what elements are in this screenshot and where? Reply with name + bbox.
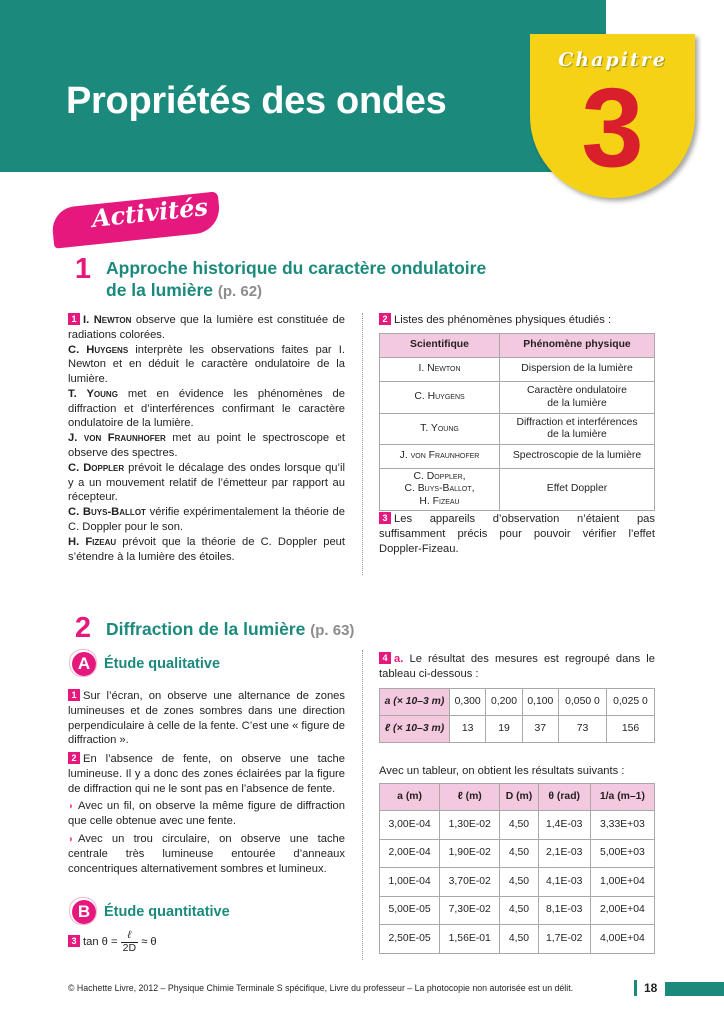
formula-fraction — [121, 930, 138, 954]
table-header: D (m) — [500, 784, 538, 811]
question-number: 2 — [379, 313, 391, 325]
table-cell: 4,50 — [500, 925, 538, 954]
table-cell: I. Newton — [380, 358, 500, 382]
paragraph-text: Sur l’écran, on observe une alternance de zones lumineuses et de zones sombres dans une direction perpendiculaire à celle de la fente. C’est une « figure de diffraction ». — [68, 690, 345, 747]
page-title: Propriétés des ondes — [66, 80, 447, 122]
row-header-text: ℓ (× 10–3 m) — [384, 722, 445, 734]
table-cell: 2,1E-03 — [538, 839, 590, 868]
section1-left-column — [68, 313, 345, 564]
chapter-number: 3 — [581, 65, 644, 190]
table-header-row — [380, 334, 655, 358]
fraction-denominator: 2D — [122, 941, 137, 954]
cell-line: C. Buys-Ballot, — [404, 483, 475, 495]
table-cell: 1,4E-03 — [538, 811, 590, 840]
part-a-badge: A — [72, 652, 96, 676]
table-cell: 2,50E-05 — [380, 925, 440, 954]
table-cell: 4,50 — [500, 811, 538, 840]
table-cell: 19 — [486, 716, 522, 743]
table-cell: 1,56E-01 — [440, 925, 500, 954]
table-cell: 2,00E-04 — [380, 839, 440, 868]
table-cell: 4,00E+04 — [590, 925, 654, 954]
table-row — [380, 689, 655, 716]
table-cell: 4,50 — [500, 896, 538, 925]
scientist-name: T. Young — [68, 387, 118, 400]
part-b-badge: B — [72, 900, 96, 924]
table-cell — [500, 414, 655, 445]
table-cell: 8,1E-03 — [538, 896, 590, 925]
section-number: 2 — [70, 612, 96, 644]
scientist-name: I. Newton — [83, 314, 132, 326]
row-header — [380, 689, 450, 716]
formula-rhs: ≈ θ — [141, 936, 157, 948]
cell-line: Caractère ondulatoire — [527, 385, 627, 397]
part-a-text — [68, 689, 345, 876]
question-text: Le résultat des mesures est regroupé dans le tableau ci-dessous : — [379, 653, 656, 680]
question-text: Les appareils d’observation n’étaient pas suffisamment précis pour pouvoir vérifier l’effet Doppler-Fizeau. — [379, 513, 655, 555]
table-cell: 4,1E-03 — [538, 868, 590, 897]
scientist-name: C. Buys-Ballot — [68, 506, 146, 519]
row-header — [380, 716, 450, 743]
table-row — [380, 358, 655, 382]
chapter-label: Chapitre — [558, 49, 667, 71]
scientist-name: J. von Fraunhofer — [68, 432, 166, 445]
table-cell: 3,00E-04 — [380, 811, 440, 840]
table-cell: 3,33E+03 — [590, 811, 654, 840]
paragraph — [68, 431, 345, 461]
table-header: θ (rad) — [538, 784, 590, 811]
table-cell: 0,200 — [486, 689, 522, 716]
chapter-badge — [530, 34, 695, 198]
table-header: Phénomène physique — [500, 334, 655, 358]
table-cell: 4,50 — [500, 868, 538, 897]
table-cell: Dispersion de la lumière — [500, 358, 655, 382]
table-cell — [500, 382, 655, 414]
row-header-text: a (× 10–3 m) — [384, 695, 445, 707]
paragraph — [68, 505, 345, 535]
cell-line: de la lumière — [547, 429, 607, 440]
paragraph-text: observe que la lumière est constituée de radiations colorées. — [68, 314, 345, 341]
paragraph-text: vérifie expérimentalement la théorie de C. Doppler pour le son. — [68, 506, 345, 533]
table-cell: 1,00E+04 — [590, 868, 654, 897]
column-divider — [362, 313, 363, 575]
table-cell: J. von Fraunhofer — [380, 445, 500, 469]
section-title-line2: de la lumière — [106, 279, 213, 300]
table-cell: 7,30E-02 — [440, 896, 500, 925]
question-number: 3 — [379, 512, 391, 524]
table-cell: 0,050 0 — [558, 689, 606, 716]
results-table — [379, 783, 655, 954]
scientist-name: H. Fizeau — [68, 535, 117, 548]
table-cell: 0,100 — [522, 689, 558, 716]
table-cell: Effet Doppler — [500, 469, 655, 511]
paragraph — [68, 461, 345, 505]
question-3 — [379, 512, 655, 556]
paragraph-text: Avec un fil, on observe la même figure de diffraction que celle obtenue avec une fente. — [68, 800, 345, 828]
formula-lhs: tan θ = — [83, 936, 118, 948]
table-cell: 5,00E+03 — [590, 839, 654, 868]
part-b-title: Étude quantitative — [104, 904, 230, 920]
table-cell: 4,50 — [500, 839, 538, 868]
question-number: 2 — [68, 752, 80, 764]
fraction-numerator: ℓ — [121, 930, 138, 943]
question-number: 1 — [68, 689, 80, 701]
section-title-line1: Approche historique du caractère ondulatoire — [106, 258, 487, 278]
table-cell: 1,90E-02 — [440, 839, 500, 868]
table-row — [380, 469, 655, 511]
page-number: 18 — [634, 980, 657, 996]
question-4 — [379, 652, 655, 682]
paragraph — [68, 832, 345, 876]
question-number: 1 — [68, 313, 80, 325]
table-cell: 13 — [450, 716, 486, 743]
scientist-name: C. Doppler — [68, 461, 125, 474]
scientists-table — [379, 333, 655, 511]
question-number: 4 — [379, 652, 391, 664]
part-a-title: Étude qualitative — [104, 656, 221, 672]
table-row — [380, 716, 655, 743]
table-row — [380, 839, 655, 868]
question-2 — [379, 313, 655, 328]
table-header-row — [380, 784, 655, 811]
paragraph-text: met en évidence les phénomènes de diffraction et d’interférences confirmant le caractère ondulatoire de la lumière. — [68, 387, 345, 430]
table-row — [380, 896, 655, 925]
paragraph — [68, 535, 345, 565]
footer-bar — [665, 982, 724, 996]
activites-label: Activités — [90, 191, 210, 233]
question-number: 3 — [68, 935, 80, 947]
paragraph-text: met au point le spectroscope et observe des spectres. — [68, 432, 345, 460]
table-cell: C. Huygens — [380, 382, 500, 414]
cell-line: H. Fizeau — [419, 495, 460, 507]
scientist-name: C. Huygens — [68, 343, 129, 356]
paragraph-text: Avec un trou circulaire, on observe une tache centrale très lumineuse entourée d’anneaux concentriques alternativement sombres et lumineux. — [68, 833, 345, 875]
table-cell: T. Young — [380, 414, 500, 445]
table-row — [380, 811, 655, 840]
paragraph-text: prévoit que la théorie de C. Doppler peut s’étendre à la lumière des étoiles. — [68, 535, 346, 563]
table-cell: 1,30E-02 — [440, 811, 500, 840]
paragraph — [68, 752, 345, 796]
table-cell: 0,300 — [450, 689, 486, 716]
paragraph-text: interprète les observations faites par I. Newton et en déduit le caractère ondulatoire de la lumière. — [68, 343, 345, 386]
paragraph — [68, 387, 345, 431]
page-reference: (p. 63) — [310, 622, 355, 639]
bullet-icon: ◗ — [68, 801, 74, 813]
measures-table — [379, 688, 655, 743]
paragraph-text: En l’absence de fente, on observe une tache lumineuse. Il y a donc des zones éclairées par la figure de diffraction qui ne le sont pas en l’absence de fente. — [68, 753, 345, 795]
table-cell: 73 — [558, 716, 606, 743]
table-cell: 5,00E-05 — [380, 896, 440, 925]
footer-copyright: © Hachette Livre, 2012 – Physique Chimie Terminale S spécifique, Livre du professeur – La photocopie non autorisée est un délit. — [68, 983, 574, 993]
table-row — [380, 414, 655, 445]
section-number: 1 — [70, 253, 96, 285]
table-header: Scientifique — [380, 334, 500, 358]
table-row — [380, 925, 655, 954]
table-cell: 3,70E-02 — [440, 868, 500, 897]
column-divider — [362, 650, 363, 960]
paragraph — [68, 343, 345, 387]
page-reference: (p. 62) — [217, 282, 263, 300]
table-cell: 37 — [522, 716, 558, 743]
tableur-text: Avec un tableur, on obtient les résultats suivants : — [379, 765, 625, 777]
cell-line: de la lumière — [547, 397, 607, 409]
paragraph — [68, 799, 345, 829]
paragraph — [68, 313, 345, 343]
table-cell: 2,00E+04 — [590, 896, 654, 925]
bullet-icon: ◗ — [68, 834, 74, 846]
section-title — [106, 258, 486, 302]
section-title — [106, 619, 354, 641]
table-cell: 1,7E-02 — [538, 925, 590, 954]
paragraph-text: prévoit le décalage des ondes lorsque qu’il y a un mouvement relatif de l’émetteur par rapport au récepteur. — [68, 461, 345, 504]
table-row — [380, 445, 655, 469]
table-header: 1/a (m–1) — [590, 784, 654, 811]
table-header: ℓ (m) — [440, 784, 500, 811]
table-cell: 156 — [606, 716, 654, 743]
section-title-text: Diffraction de la lumière — [106, 619, 306, 639]
table-row — [380, 868, 655, 897]
table-cell: 0,025 0 — [606, 689, 654, 716]
cell-line: C. Doppler, — [413, 471, 466, 482]
cell-line: Diffraction et interférences — [516, 416, 638, 428]
table-cell: Spectroscopie de la lumière — [500, 445, 655, 469]
table-cell: 1,00E-04 — [380, 868, 440, 897]
paragraph — [68, 689, 345, 748]
table-header: a (m) — [380, 784, 440, 811]
table-row — [380, 382, 655, 414]
question-text: Listes des phénomènes physiques étudiés : — [394, 314, 612, 326]
question-letter: a. — [394, 653, 404, 665]
table-cell — [380, 469, 500, 511]
formula-line — [68, 930, 268, 954]
